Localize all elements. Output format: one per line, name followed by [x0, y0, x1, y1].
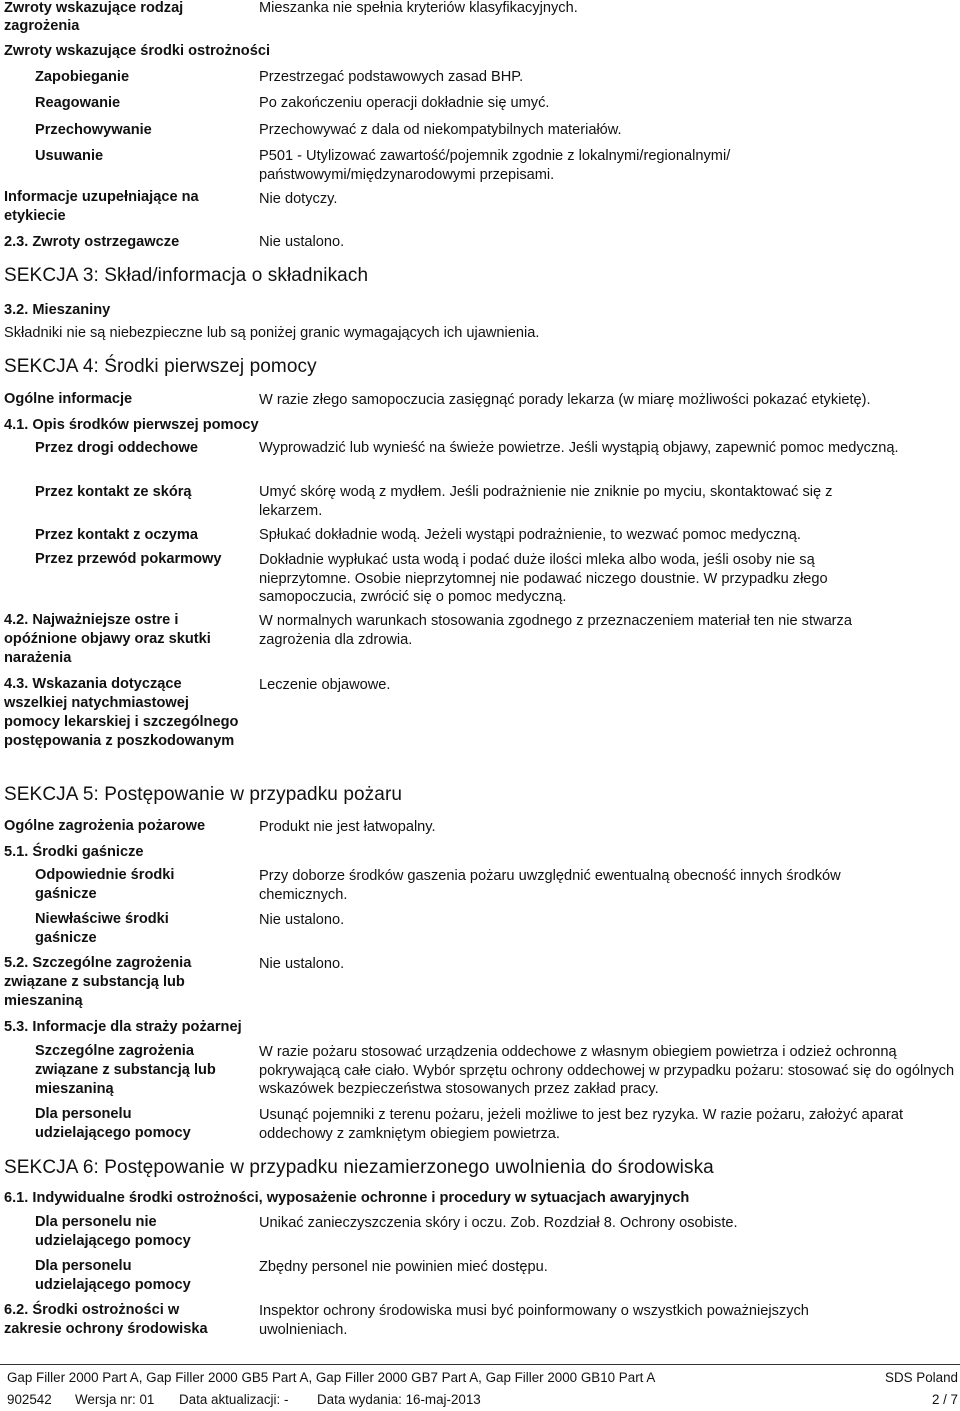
- footer-document-number: 902542: [7, 1392, 52, 1407]
- environmental-precautions-label: 6.2. Środki ostrożności w zakresie ochrony środowiska: [4, 1302, 208, 1337]
- non-emergency-personnel-value: Unikać zanieczyszczenia skóry i oczu. Zob. Rozdział 8. Ochrony osobiste.: [259, 1215, 738, 1231]
- firefighters-subheading: 5.3. Informacje dla straży pożarnej: [4, 1019, 242, 1035]
- environmental-precautions-value: Inspektor ochrony środowiska musi być poinformowany o wszystkich poważniejszych uwolnieniach.: [259, 1303, 809, 1338]
- special-hazards-label: 5.2. Szczególne zagrożenia związane z substancją lub mieszaniną: [4, 955, 192, 1009]
- other-hazards-label: 2.3. Zwroty ostrzegawcze: [4, 234, 180, 250]
- footer-version: Wersja nr: 01: [75, 1392, 155, 1407]
- inhalation-label: Przez drogi oddechowe: [35, 440, 198, 456]
- ingestion-label: Przez przewód pokarmowy: [35, 551, 222, 567]
- medical-attention-value: Leczenie objawowe.: [259, 677, 391, 693]
- general-info-value: W razie złego samopoczucia zasięgnąć porady lekarza (w miarę możliwości pokazać etykietę).: [259, 392, 871, 408]
- mixtures-subheading: 3.2. Mieszaniny: [4, 302, 111, 318]
- prevention-value: Przestrzegać podstawowych zasad BHP.: [259, 69, 524, 85]
- section-4-title: SEKCJA 4: Środki pierwszej pomocy: [4, 356, 317, 377]
- footer-issue-date: Data wydania: 16-maj-2013: [317, 1392, 481, 1407]
- precautionary-statements-header: Zwroty wskazujące środki ostrożności: [4, 43, 271, 59]
- footer-revision-date: Data aktualizacji: -: [179, 1392, 289, 1407]
- fire-hazards-label: Ogólne zagrożenia pożarowe: [4, 818, 206, 834]
- extinguishing-media-subheading: 5.1. Środki gaśnicze: [4, 844, 144, 860]
- response-label: Reagowanie: [35, 95, 121, 111]
- hazard-statements-label-line2: zagrożenia: [4, 18, 80, 34]
- supplemental-info-value: Nie dotyczy.: [259, 191, 338, 207]
- supplemental-info-label: Informacje uzupełniające na etykiecie: [4, 189, 199, 224]
- section-6-title: SEKCJA 6: Postępowanie w przypadku niezamierzonego uwolnienia do środowiska: [4, 1157, 714, 1178]
- skin-contact-label: Przez kontakt ze skórą: [35, 484, 192, 500]
- emergency-responders-label: Dla personelu udzielającego pomocy: [35, 1258, 191, 1293]
- section-5-title: SEKCJA 5: Postępowanie w przypadku pożaru: [4, 784, 403, 805]
- footer-products: Gap Filler 2000 Part A, Gap Filler 2000 GB5 Part A, Gap Filler 2000 GB7 Part A, Gap Filler 2000 GB10 Part A: [7, 1370, 656, 1385]
- suitable-media-value: Przy doborze środków gaszenia pożaru uwzględnić ewentualną obecność innych środków chemicznych.: [259, 868, 841, 903]
- storage-label: Przechowywanie: [35, 122, 152, 138]
- mixtures-text: Składniki nie są niebezpieczne lub są poniżej granic wymagających ich ujawnienia.: [4, 325, 540, 341]
- firefighters-special-value: W razie pożaru stosować urządzenia oddechowe z własnym obiegiem powietrza i odzież ochronną pokrywającą całe ciało. Wybór sprzętu ochrony oddechowej w przypadku pożaru: stosować się do ogólnych wskazówek bezpieczeństwa stosowanych przez zakład pracy.: [259, 1044, 955, 1097]
- suitable-media-label: Odpowiednie środki gaśnicze: [35, 867, 175, 902]
- hazard-statements-label-line1: Zwroty wskazujące rodzaj: [4, 0, 184, 16]
- symptoms-value: W normalnych warunkach stosowania zgodnego z przeznaczeniem materiał ten nie stwarza zagrożenia dla zdrowia.: [259, 613, 852, 648]
- personal-precautions-subheading: 6.1. Indywidualne środki ostrożności, wyposażenie ochronne i procedury w sytuacjach awaryjnych: [4, 1190, 690, 1206]
- hazard-statements-value: Mieszanka nie spełnia kryteriów klasyfikacyjnych.: [259, 0, 578, 16]
- unsuitable-media-value: Nie ustalono.: [259, 912, 345, 928]
- section-3-title: SEKCJA 3: Skład/informacja o składnikach: [4, 265, 369, 286]
- eye-contact-value: Spłukać dokładnie wodą. Jeżeli wystąpi podrażnienie, to wezwać pomoc medyczną.: [259, 527, 801, 543]
- footer-document-type: SDS Poland: [885, 1370, 958, 1385]
- ingestion-value: Dokładnie wypłukać usta wodą i podać duże ilości mleka albo woda, jeśli osoby nie są nieprzytomne. Osobie nieprzytomnej nie podawać niczego doustnie. W przypadku złego samopoczucia, zwrócić się o pomoc medyczną.: [259, 552, 828, 605]
- eye-contact-label: Przez kontakt z oczyma: [35, 527, 199, 543]
- symptoms-label: 4.2. Najważniejsze ostre i opóźnione objawy oraz skutki narażenia: [4, 612, 211, 666]
- prevention-label: Zapobieganie: [35, 69, 130, 85]
- firefighters-personnel-value: Usunąć pojemniki z terenu pożaru, jeżeli możliwe to jest bez ryzyka. W razie pożaru, założyć aparat oddechowy z zamkniętym obiegiem powietrza.: [259, 1107, 904, 1142]
- medical-attention-label: 4.3. Wskazania dotyczące wszelkiej natychmiastowej pomocy lekarskiej i szczególnego postępowania z poszkodowanym: [4, 676, 239, 749]
- inhalation-value: Wyprowadzić lub wynieść na świeże powietrze. Jeśli wystąpią objawy, zapewnić pomoc medyczną.: [259, 440, 899, 456]
- storage-value: Przechowywać z dala od niekompatybilnych materiałów.: [259, 122, 622, 138]
- first-aid-description-subheading: 4.1. Opis środków pierwszej pomocy: [4, 417, 259, 433]
- special-hazards-value: Nie ustalono.: [259, 956, 345, 972]
- footer-page-number: 2 / 7: [931, 1392, 958, 1407]
- non-emergency-personnel-label: Dla personelu nie udzielającego pomocy: [35, 1214, 191, 1249]
- firefighters-special-label: Szczególne zagrożenia związane z substancją lub mieszaniną: [35, 1043, 216, 1097]
- skin-contact-value: Umyć skórę wodą z mydłem. Jeśli podrażnienie nie zniknie po myciu, skontaktować się z lekarzem.: [259, 484, 833, 519]
- footer-divider: [0, 1364, 960, 1365]
- response-value: Po zakończeniu operacji dokładnie się umyć.: [259, 95, 550, 111]
- general-info-label: Ogólne informacje: [4, 391, 133, 407]
- unsuitable-media-label: Niewłaściwe środki gaśnicze: [35, 911, 169, 946]
- disposal-value: P501 - Utylizować zawartość/pojemnik zgodnie z lokalnymi/regionalnymi/ państwowymi/międzynarodowymi przepisami.: [259, 148, 731, 183]
- emergency-responders-value: Zbędny personel nie powinien mieć dostępu.: [259, 1259, 548, 1275]
- firefighters-personnel-label: Dla personelu udzielającego pomocy: [35, 1106, 191, 1141]
- fire-hazards-value: Produkt nie jest łatwopalny.: [259, 819, 436, 835]
- disposal-label: Usuwanie: [35, 148, 104, 164]
- other-hazards-value: Nie ustalono.: [259, 234, 345, 250]
